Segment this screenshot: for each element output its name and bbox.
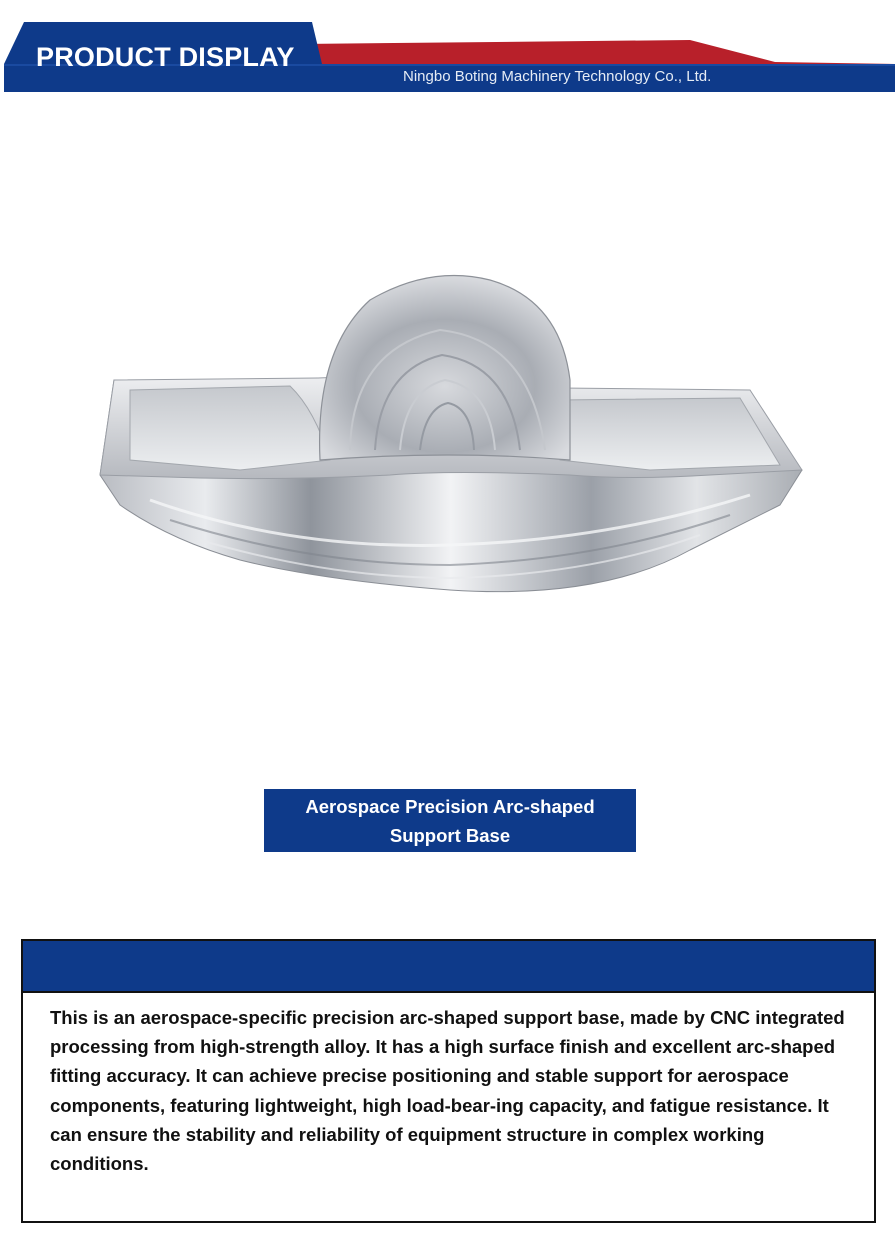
description-panel — [21, 939, 876, 1223]
header-banner — [0, 0, 895, 100]
product-illustration — [90, 260, 810, 610]
description-text: This is an aerospace-specific precision arc-shaped support base, made by CNC integrated processing from high-strength alloy. It has a high surface finish and excellent arc-shaped fitting accuracy. It can achieve precise positioning and stable support for aerospace components, featuring lightweight, high load-bear-ing capacity, and fatigue resistance. It can ensure the stability and reliability of equipment structure in complex working conditions. — [50, 1007, 845, 1175]
company-name: Ningbo Boting Machinery Technology Co., Ltd. — [403, 68, 712, 85]
arc-support-base-photo — [90, 260, 810, 610]
product-caption: Aerospace Precision Arc-shaped Support Base — [264, 789, 636, 852]
description-header-bar — [23, 941, 874, 993]
page-title: PRODUCT DISPLAY — [36, 42, 295, 72]
